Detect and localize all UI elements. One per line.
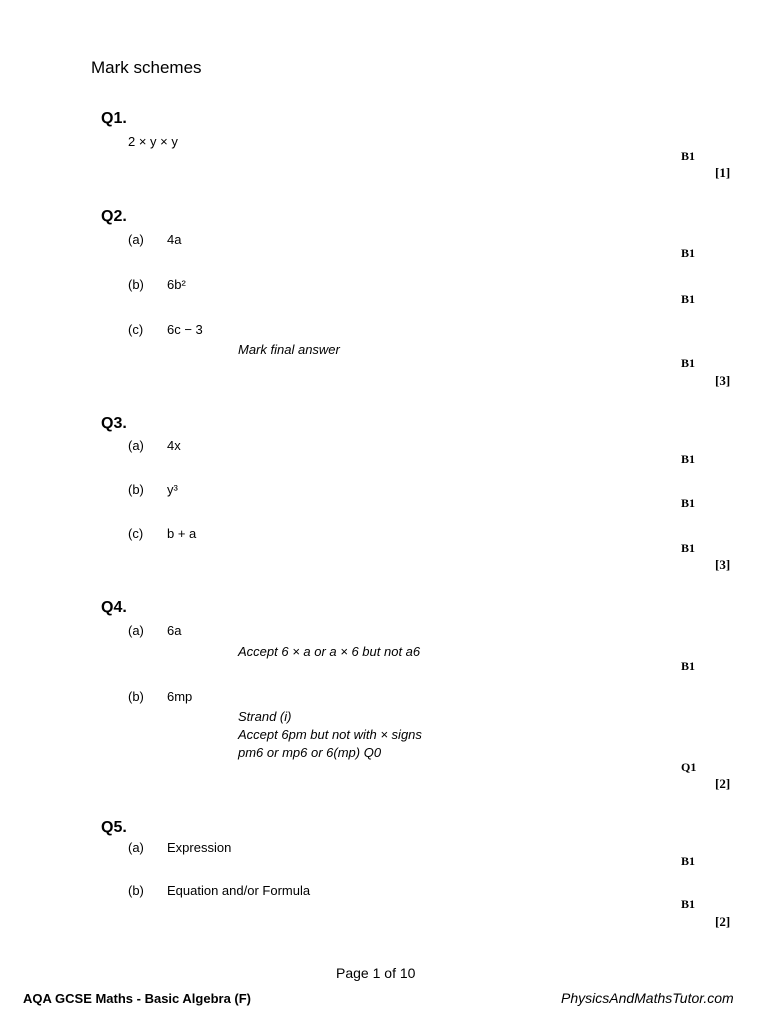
answer: 6a	[167, 623, 182, 638]
mark-code: Q1	[681, 760, 697, 774]
answer: 4x	[167, 438, 181, 453]
question-number: Q5.	[101, 819, 127, 836]
part-letter: (b)	[128, 482, 144, 497]
page-title: Mark schemes	[91, 58, 202, 77]
answer: 6b²	[167, 277, 186, 292]
question-number: Q1.	[101, 110, 127, 127]
marking-note: Strand (i)	[238, 709, 292, 724]
footer-course-title: AQA GCSE Maths - Basic Algebra (F)	[23, 991, 252, 1006]
question-total: [3]	[715, 373, 731, 388]
part-letter: (b)	[128, 883, 144, 898]
question-number: Q3.	[101, 415, 127, 432]
answer: 6mp	[167, 689, 193, 704]
part-letter: (c)	[128, 526, 144, 541]
answer: b + a	[167, 526, 197, 541]
part-letter: (c)	[128, 322, 144, 337]
marking-note: Accept 6pm but not with × signs	[238, 727, 422, 742]
page-prefix: Page	[336, 965, 369, 981]
question-number: Q2.	[101, 208, 127, 225]
part-letter: (a)	[128, 623, 144, 638]
mark-code: B1	[681, 356, 696, 370]
mark-code: B1	[681, 897, 696, 911]
answer: y³	[167, 482, 178, 497]
question-number: Q4.	[101, 599, 127, 616]
page-of: of	[384, 965, 396, 981]
question-total: [2]	[715, 776, 731, 791]
part-letter: (b)	[128, 277, 144, 292]
page-number	[336, 966, 415, 980]
mark-code: B1	[681, 854, 696, 868]
mark-code: B1	[681, 246, 696, 260]
mark-code: B1	[681, 452, 696, 466]
part-letter: (a)	[128, 840, 144, 855]
mark-code: B1	[681, 149, 696, 163]
marking-note: pm6 or mp6 or 6(mp) Q0	[238, 745, 382, 760]
mark-code: B1	[681, 292, 696, 306]
answer: 2 × y × y	[128, 134, 178, 149]
part-letter: (a)	[128, 232, 144, 247]
mark-code: B1	[681, 659, 696, 673]
footer-website: PhysicsAndMathsTutor.com	[561, 990, 734, 1006]
mark-code: B1	[681, 541, 696, 555]
part-letter: (a)	[128, 438, 144, 453]
part-letter: (b)	[128, 689, 144, 704]
marking-note: Accept 6 × a or a × 6 but not a6	[238, 644, 421, 659]
question-total: [1]	[715, 165, 731, 180]
mark-code: B1	[681, 496, 696, 510]
question-total: [2]	[715, 914, 731, 929]
question-total: [3]	[715, 557, 731, 572]
answer: 6c − 3	[167, 322, 203, 337]
answer: 4a	[167, 232, 182, 247]
answer: Equation and/or Formula	[167, 883, 311, 898]
page-total: 10	[399, 965, 416, 981]
page-current: 1	[372, 965, 381, 981]
answer: Expression	[167, 840, 232, 855]
marking-note: Mark final answer	[238, 342, 340, 357]
